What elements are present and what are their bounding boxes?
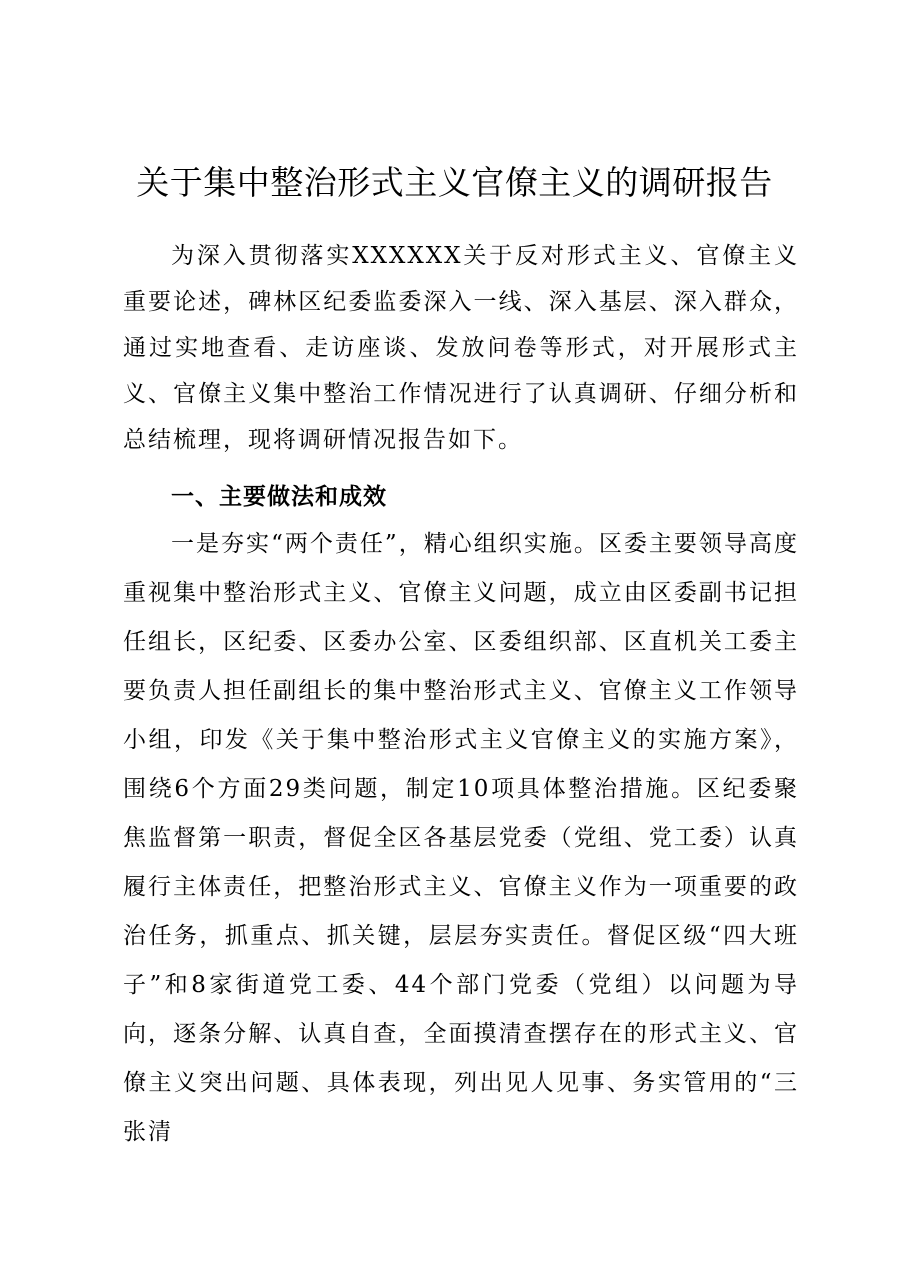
body-paragraph-responsibilities: 一是夯实“两个责任”，精心组织实施。区委主要领导高度重视集中整治形式主义、官僚主义问题，成立由区委副书记担任组长，区纪委、区委办公室、区委组织部、区直机关工委主要负责人担任副组长的集中整治形式主义、官僚主义工作领导小组，印发《关于集中整治形式主义官僚主义的实施方案》，围绕6个方面29类问题，制定10项具体整治措施。区纪委聚焦监督第一职责，督促全区各基层党委（党组、党工委）认真履行主体责任，把整治形式主义、官僚主义作为一项重要的政治任务，抓重点、抓关键，层层夯实责任。督促区级“四大班子”和8家街道党工委、44个部门党委（党组）以问题为导向，逐条分解、认真自查，全面摸清查摆存在的形式主义、官僚主义突出问题、具体表现，列出见人见事、务实管用的“三张清 bbox=[123, 531, 799, 1145]
intro-paragraph: 为深入贯彻落实XXXXXX关于反对形式主义、官僚主义重要论述，碑林区纪委监委深入一线、深入基层、深入群众，通过实地查看、走访座谈、发放问卷等形式，对开展形式主义、官僚主义集中整治工作情况进行了认真调研、仔细分析和总结梳理，现将调研情况报告如下。 bbox=[123, 243, 799, 453]
document-title: 关于集中整治形式主义官僚主义的调研报告 bbox=[136, 163, 773, 202]
section-heading-main-practices: 一、主要做法和成效 bbox=[171, 484, 387, 510]
